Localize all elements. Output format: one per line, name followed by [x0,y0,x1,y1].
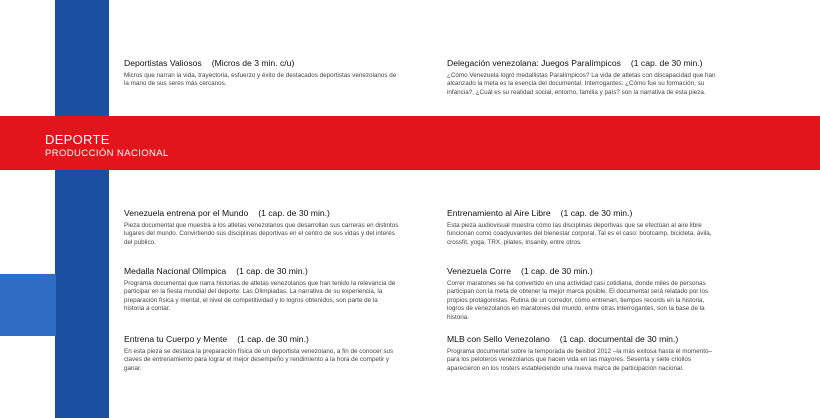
program-title: MLB con Sello Venezolano [447,334,550,344]
program-title: Venezuela Corre [447,266,512,276]
program-venezuela-entrena [124,208,399,247]
program-format: (1 cap. de 30 min.) [258,208,330,218]
program-description: Micros que narran la vida, trayectoria, esfuerzo y éxito de destacados deportistas venezolanos de la mano de sus seres más cercanos. [124,72,397,88]
section-title: DEPORTE [45,132,110,147]
program-description: En esta pieza se destaca la preparación física de un deportista venezolano, a fin de conocer sus claves de entrenamiento para lograr el mejor desempeño y rendimiento a la hora de competir y ganar. [124,348,394,372]
program-juegos-paralimpicos [447,58,722,97]
program-title: Delegación venezolana: Juegos Paralímpicos [447,58,621,68]
program-format: (1 cap. de 30 min.) [236,266,308,276]
program-title: Deportistas Valiosos [124,58,202,68]
program-title: Venezuela entrena por el Mundo [124,208,249,218]
red-header-band [0,116,820,170]
blue-vertical-stripe [55,0,109,418]
program-medalla-olimpica [124,266,399,314]
program-format: (1 cap. de 30 min.) [560,208,633,218]
program-title: Medalla Nacional Olímpica [124,266,227,276]
program-description: Pieza documental que muestra a los atletas venezolanos que desarrollan sus carreras en distintos lugares del mundo. Convirtiendo sus disciplinas deportivas en el centro de sus vidas y del interés del público. [124,222,399,246]
program-format: (1 cap. de 30 min.) [237,334,309,344]
program-description: Correr maratones se ha convertido en una actividad casi cotidiana, donde miles de personas participan con la meta de obtener la mejor marca posible. El documental será relatado por los propios protagonistas. Rutina de un corredor, cómo entrenan, tiempos records en la historia, logros de venezolanos en maratones del mundo, entre otras interrogantes, son la base de la historia. [447,280,709,321]
program-aire-libre [447,208,722,247]
program-deportistas-valiosos [124,58,399,89]
program-format: (1 cap. documental de 30 min.) [559,334,679,344]
program-description: ¿Cómo Venezuela logró medallistas Paralímpicos? La vida de atletas con discapacidad que han alcanzado la meta es la esencia del documental. Interrogantes: ¿Cómo fue su formación, su infancia?, ¿Cuál es su realidad social, entorno, familia y país? son la narrativa de esta pieza. [447,72,716,96]
program-description: Programa documental que narra historias de atletas venezolanos que han tenido la relevancia de participar en la fiesta mundial del deporte: Las Olimpiadas. La narrativa de su experiencia, la preparación física y mental, el nivel de competitividad y lo logros obtenidos, son parte de la historia a contar. [124,280,396,313]
program-format: (Micros de 3 min. c/u) [211,58,295,68]
section-subtitle: PRODUCCIÓN NACIONAL [45,148,169,159]
program-venezuela-corre [447,266,722,322]
program-description: Esta pieza audiovisual muestra cómo las disciplinas deportivas que se efectúan al aire libre funcionan como coadyuvantes del bienestar corporal. Tal es el caso: bootcamp, bicicleta, ávila, crossfit, yoga, TRX, pilates, Insanity, entre otros. [447,222,712,246]
program-title: Entrena tu Cuerpo y Mente [124,334,228,344]
program-title: Entrenamiento al Aire Libre [447,208,551,218]
program-format: (1 cap. de 30 min.) [521,266,593,276]
program-mlb [447,334,722,373]
program-cuerpo-mente [124,334,399,373]
blue-bottom-shade [0,274,56,336]
program-format: (1 cap. de 30 min.) [630,58,703,68]
program-description: Programa documental sobre la temporada de beisbol 2012 –la más exitosa hasta el momento– para los peloteros venezolanos que hacen vida en las mayores. Sesenta y siete criollos aparecieron en los rosters estableciendo una nueva marca de participación nacional. [447,348,712,372]
